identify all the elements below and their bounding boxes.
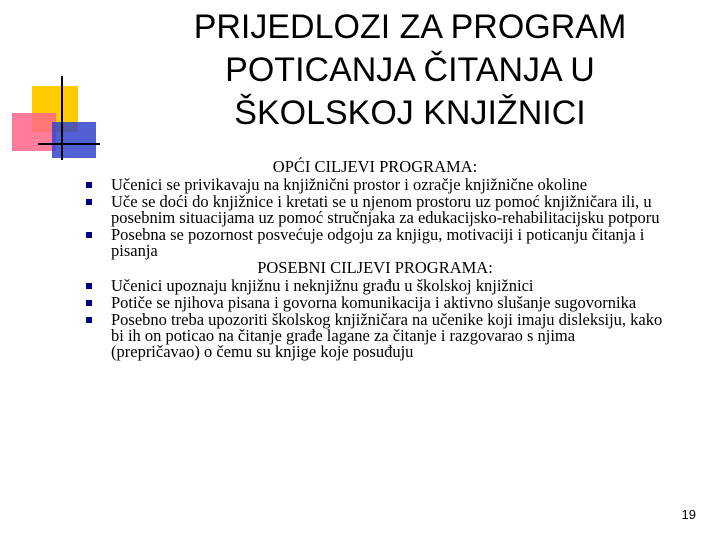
slide-title — [150, 6, 670, 135]
title-line: PRIJEDLOZI ZA PROGRAM — [193, 8, 627, 46]
list-item — [86, 278, 664, 294]
square-bullet-icon — [86, 182, 92, 188]
square-bullet-icon — [86, 300, 92, 306]
specific-goals-heading: POSEBNI CILJEVI PROGRAMA: — [257, 258, 493, 277]
list-item-text: Uče se doći do knjižnice i kretati se u njenom prostoru uz pomoć knjižničara ili, u posebnim situacijama uz pomoć stručnjaka za edukacijsko-rehabilitacijsku potporu — [111, 192, 660, 227]
list-item-text: Posebno treba upozoriti školskog knjižničara na učenike koji imaju disleksiju, kako bi ih on poticao na čitanje građe lagane za čitanje i razgovarao s njima (prepričavao) o čemu su knjige koje posuđuju — [111, 310, 663, 361]
list-item — [86, 177, 664, 193]
square-bullet-icon — [86, 283, 92, 289]
list-item — [86, 295, 664, 311]
blue-square — [52, 122, 96, 158]
list-item-text: Potiče se njihova pisana i govorna komunikacija i aktivno slušanje sugovornika — [111, 293, 637, 312]
square-bullet-icon — [86, 232, 92, 238]
square-bullet-icon — [86, 317, 92, 323]
title-line: POTICANJA ČITANJA U — [225, 51, 595, 89]
horizontal-line — [38, 143, 100, 145]
list-item-text: Učenici upoznaju knjižnu i neknjižnu građu u školskoj knjižnici — [111, 276, 534, 295]
general-goals-heading: OPĆI CILJEVI PROGRAMA: — [272, 157, 478, 176]
vertical-line — [61, 76, 63, 160]
square-bullet-icon — [86, 199, 92, 205]
title-line: ŠKOLSKOJ KNJIŽNICI — [234, 94, 586, 132]
list-item-text: Učenici se privikavaju na knjižnični prostor i ozračje knjižnične okoline — [111, 175, 588, 194]
list-item — [86, 227, 664, 259]
pink-square — [12, 113, 56, 151]
slide-content — [86, 158, 664, 361]
list-item-text: Posebna se pozornost posvećuje odgoju za knjigu, motivaciji i poticanju čitanja i pisanja — [111, 225, 645, 260]
page-number: 19 — [681, 507, 696, 522]
list-item — [86, 312, 664, 360]
list-item — [86, 194, 664, 226]
